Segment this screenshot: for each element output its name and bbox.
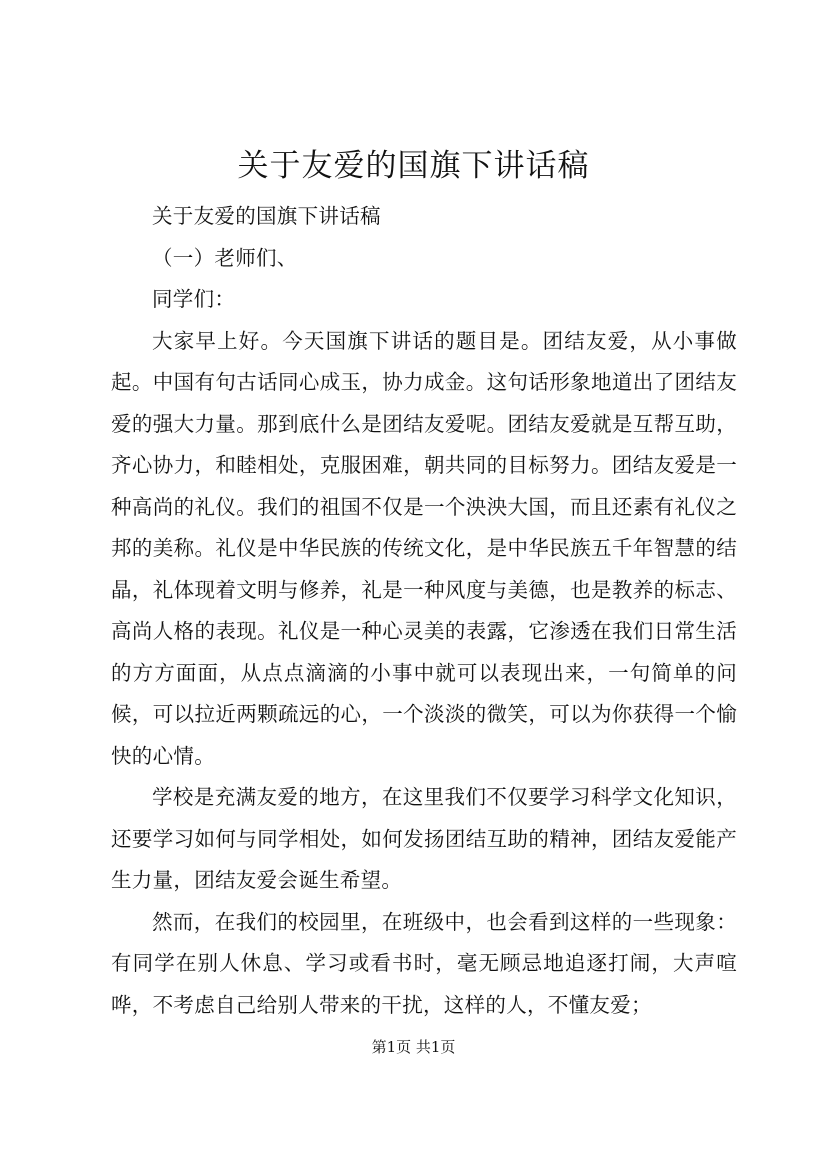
paragraph-salutation: 同学们： [152, 287, 236, 311]
paragraph-body: 学校是充满友爱的地方，在这里我们不仅要学习科学文化知识，还要学习如何与同学相处，如何发扬团结互助的精神，团结友爱能产生力量，团结友爱会诞生希望。 [111, 785, 737, 892]
paragraph-section-label: （一）老师们、 [152, 245, 298, 270]
paragraph-body: 然而，在我们的校园里，在班级中，也会看到这样的一些现象：有同学在别人休息、学习或看书时，毫无顾忌地追逐打闹，大声喧哗，不考虑自己给别人带来的干扰，这样的人，不懂友爱； [111, 909, 737, 1017]
document-body [111, 196, 737, 1026]
page-footer: 第1页 共1页 [371, 1038, 456, 1056]
paragraph-subtitle: 关于友爱的国旗下讲话稿 [152, 204, 381, 228]
page-title: 关于友爱的国旗下讲话稿 [237, 148, 590, 184]
paragraph-body: 大家早上好。今天国旗下讲话的题目是。团结友爱，从小事做起。中国有句古话同心成玉，协力成金。这句话形象地道出了团结友爱的强大力量。那到底什么是团结友爱呢。团结友爱就是互帮互助，齐心协力，和睦相处，克服困难，朝共同的目标努力。团结友爱是一种高尚的礼仪。我们的祖国不仅是一个泱泱大国，而且还素有礼仪之邦的美称。礼仪是中华民族的传统文化，是中华民族五千年智慧的结晶，礼体现着文明与修养，礼是一种风度与美德，也是教养的标志、高尚人格的表现。礼仪是一种心灵美的表露，它渗透在我们日常生活的方方面面，从点点滴滴的小事中就可以表现出来，一句简单的问候，可以拉近两颗疏远的心，一个淡淡的微笑，可以为你获得一个愉快的心情。 [111, 328, 737, 768]
